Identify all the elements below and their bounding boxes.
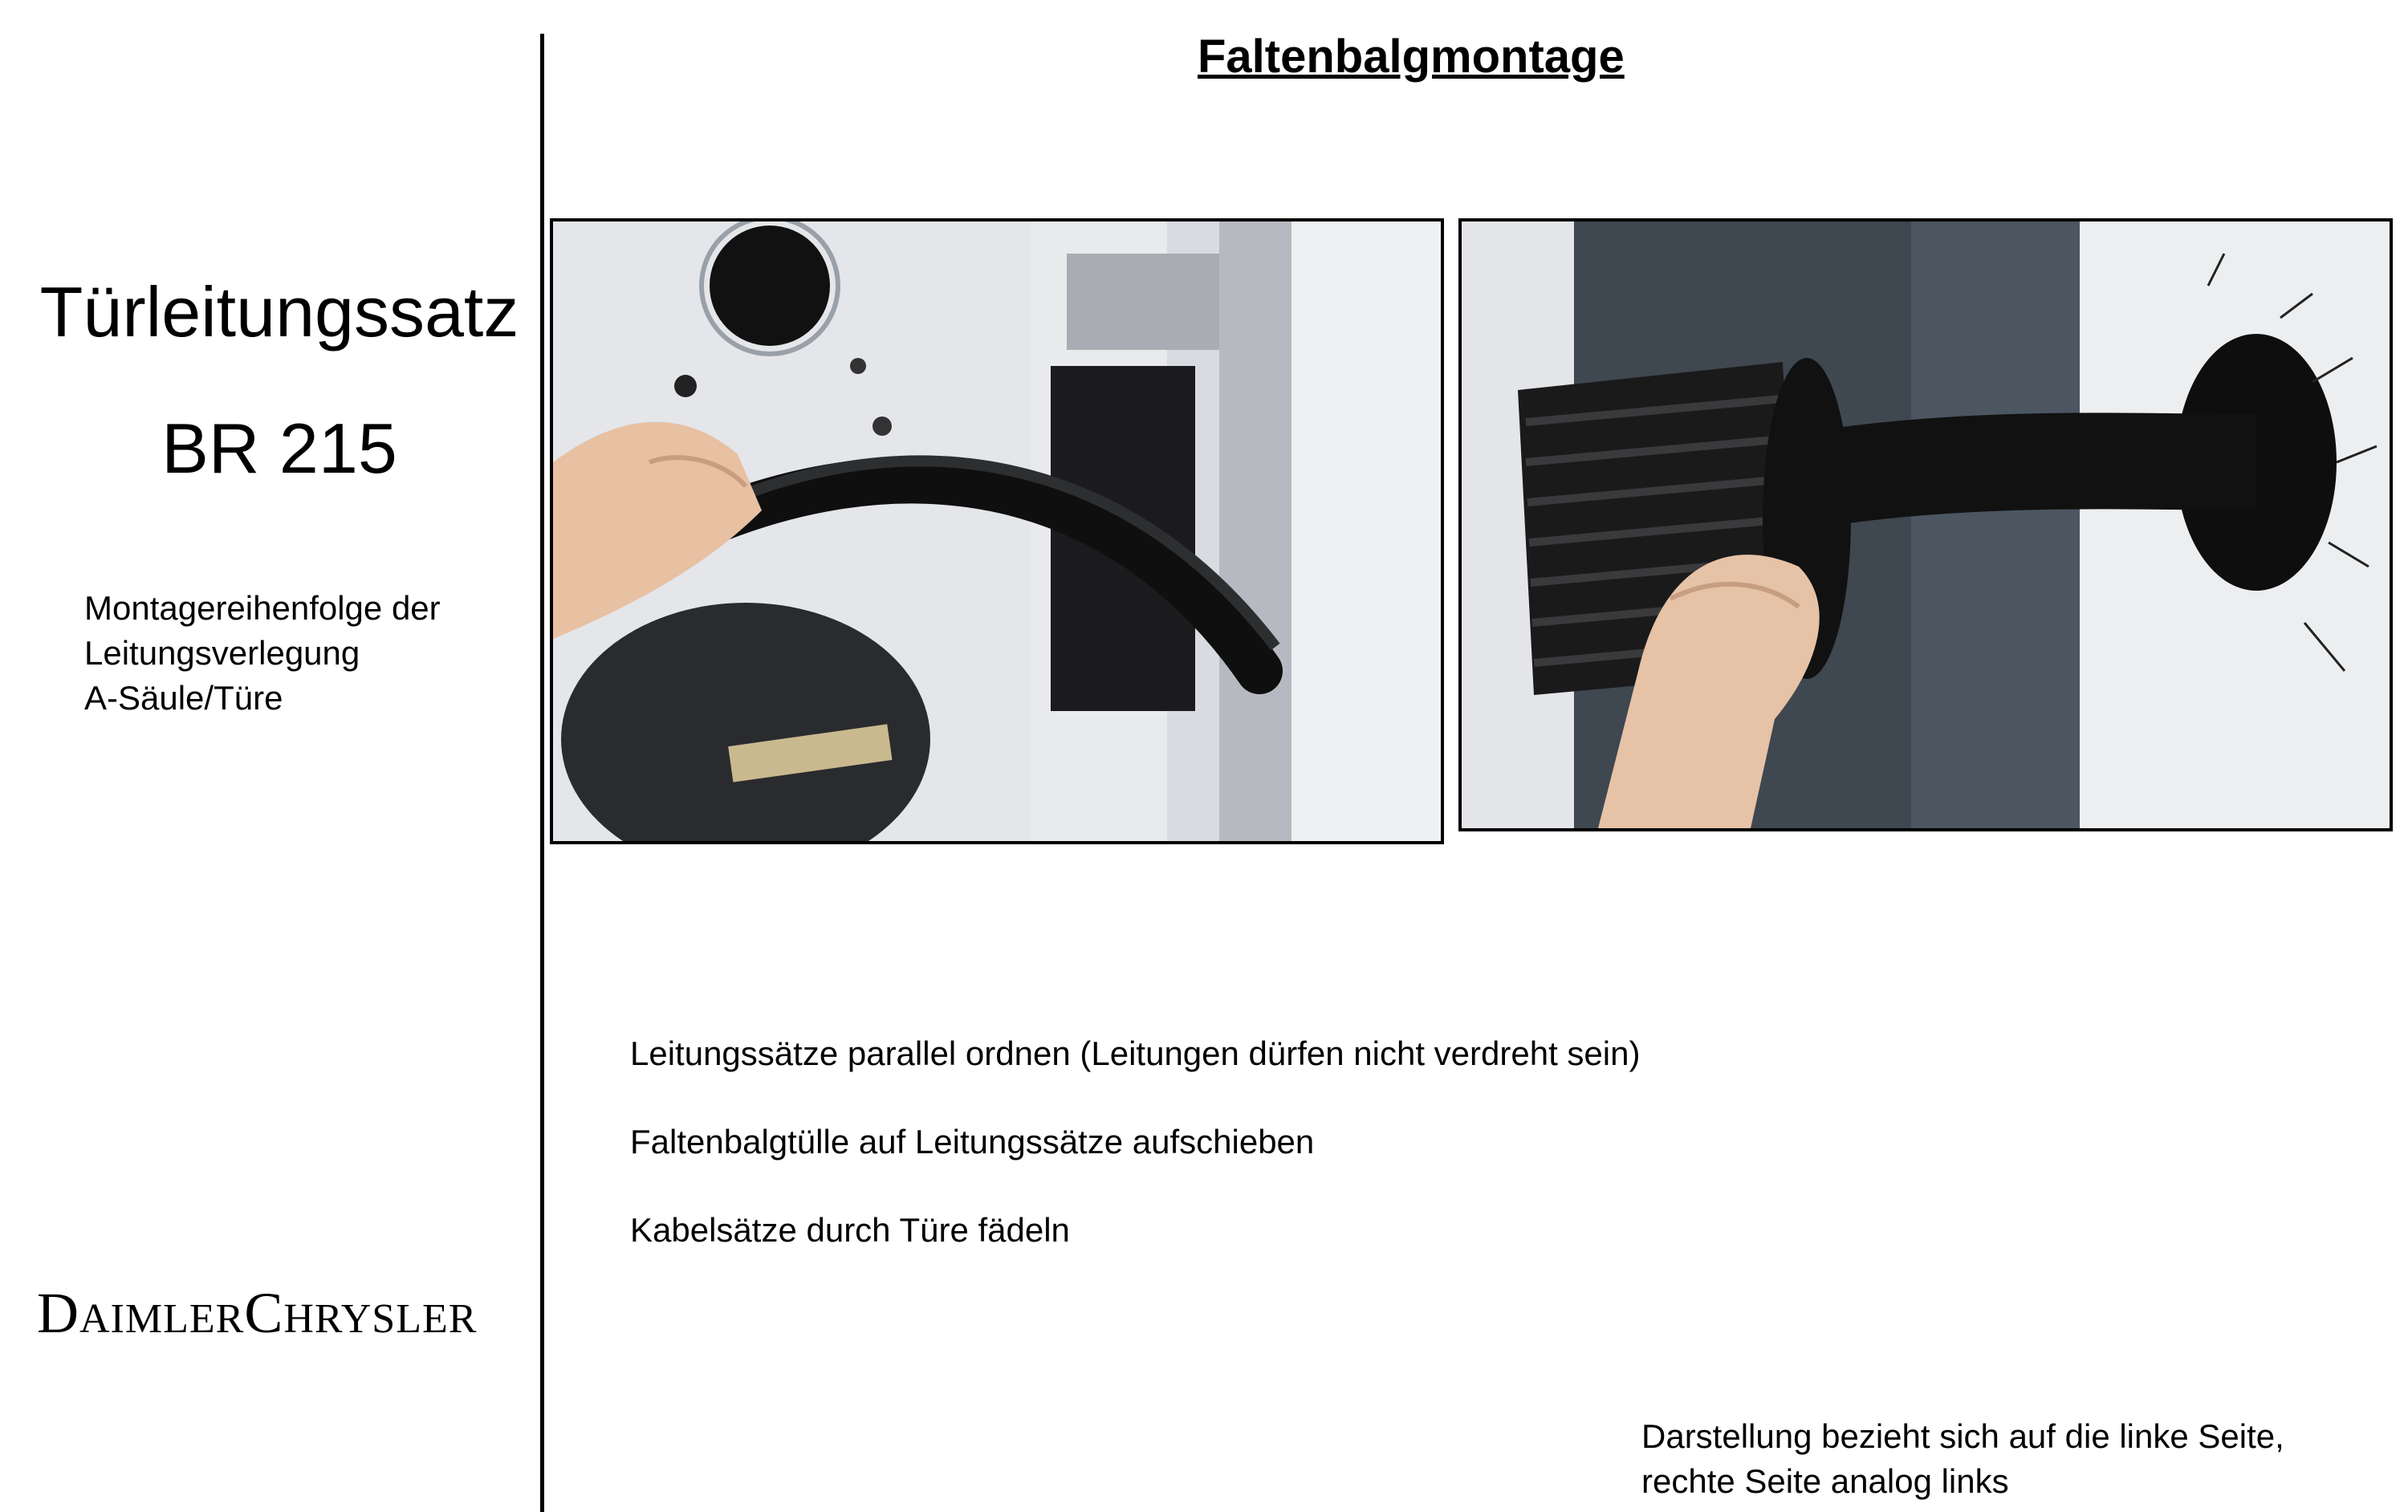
photo-bellows-grommet-hand bbox=[1458, 218, 2393, 831]
document-subtitle bbox=[84, 586, 441, 721]
instruction-step: Kabelsätze durch Türe fädeln bbox=[630, 1211, 1070, 1249]
subtitle-line: Montagereihenfolge der bbox=[84, 589, 441, 627]
document-title: Türleitungssatz bbox=[39, 272, 519, 352]
note-line: Darstellung bezieht sich auf die linke Seite, bbox=[1641, 1417, 2284, 1455]
subtitle-line: Leitungsverlegung bbox=[84, 634, 360, 672]
subtitle-line: A-Säule/Türe bbox=[84, 679, 283, 717]
instruction-step: Faltenbalgtülle auf Leitungssätze aufschieben bbox=[630, 1123, 1315, 1160]
page-heading: Faltenbalgmontage bbox=[1198, 30, 1625, 83]
photo-door-wiring-hand bbox=[550, 218, 1444, 844]
side-note bbox=[1641, 1414, 2284, 1504]
note-line: rechte Seite analog links bbox=[1641, 1462, 2009, 1500]
model-number: BR 215 bbox=[161, 408, 397, 488]
vertical-divider bbox=[540, 34, 544, 1512]
instruction-step: Leitungssätze parallel ordnen (Leitungen dürfen nicht verdreht sein) bbox=[630, 1034, 1641, 1072]
daimlerchrysler-logo: DAIMLERCHRYSLER bbox=[37, 1281, 478, 1345]
